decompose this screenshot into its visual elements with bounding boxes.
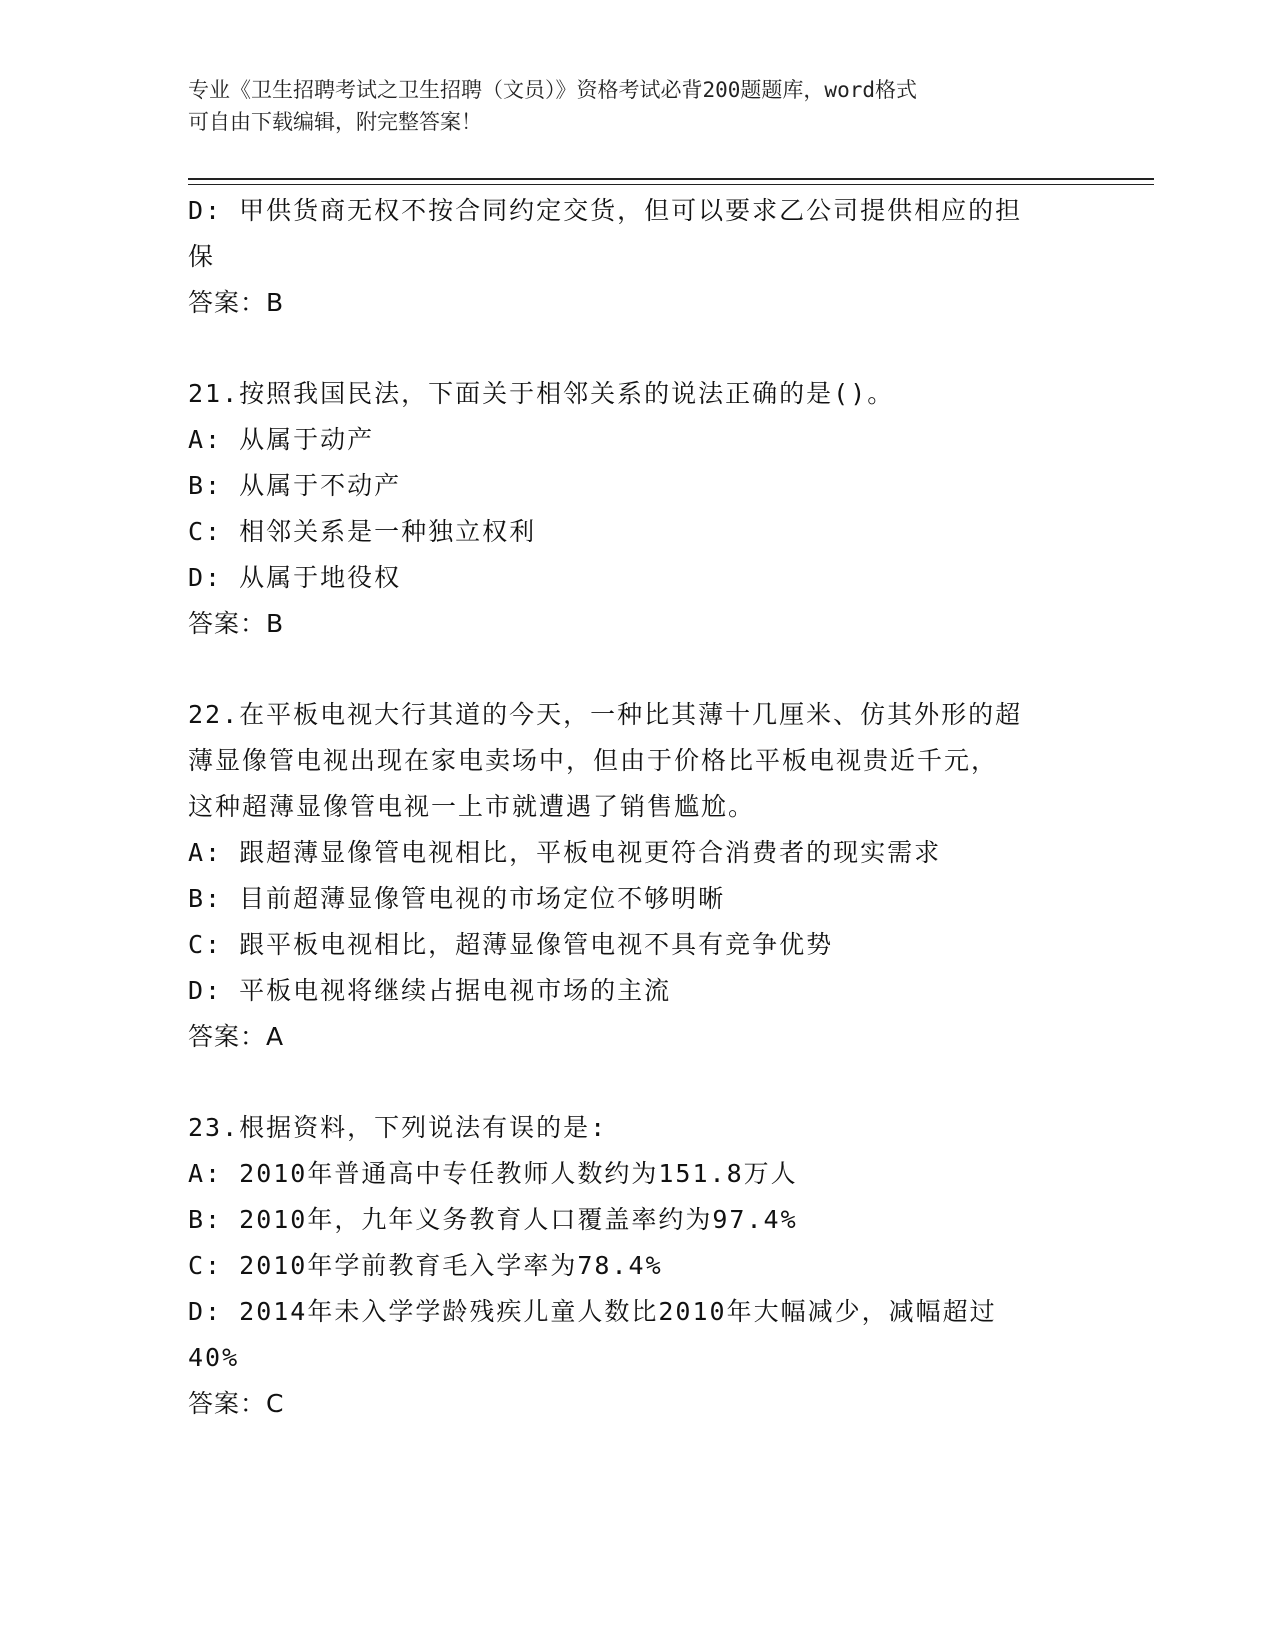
option-a: A: 从属于动产 — [188, 425, 375, 454]
header-divider-thick — [188, 178, 1154, 180]
question-text: 23.根据资料，下列说法有误的是: — [188, 1113, 608, 1142]
previous-question-tail — [188, 188, 1088, 326]
option-b: B: 2010年，九年义务教育人口覆盖率约为97.4% — [188, 1205, 798, 1234]
option-d-continued: 保 — [188, 242, 216, 271]
question-22 — [188, 692, 1088, 1060]
option-d: D: 2014年未入学学龄残疾儿童人数比2010年大幅减少，减幅超过 — [188, 1297, 997, 1326]
question-text-line-1: 22.在平板电视大行其道的今天，一种比其薄十几厘米、仿其外形的超 — [188, 700, 1023, 729]
question-text-line-3: 这种超薄显像管电视一上市就遭遇了销售尴尬。 — [188, 792, 756, 821]
document-header — [188, 74, 1068, 138]
question-21 — [188, 371, 1088, 647]
option-c: C: 相邻关系是一种独立权利 — [188, 517, 537, 546]
option-d-continued: 40% — [188, 1343, 240, 1372]
header-divider-thin — [188, 184, 1154, 185]
header-title-line-1: 专业《卫生招聘考试之卫生招聘（文员）》资格考试必背200题题库，word格式 — [188, 78, 917, 102]
spacer — [188, 326, 1088, 371]
question-text-line-2: 薄显像管电视出现在家电卖场中，但由于价格比平板电视贵近千元， — [188, 746, 999, 775]
spacer — [188, 1060, 1088, 1105]
header-title-line-2: 可自由下载编辑，附完整答案！ — [188, 110, 482, 134]
answer: 答案：C — [188, 1389, 285, 1418]
answer: 答案：B — [188, 609, 285, 638]
answer: 答案：A — [188, 1022, 285, 1051]
question-23 — [188, 1105, 1088, 1427]
answer: 答案：B — [188, 288, 285, 317]
option-d: D: 甲供货商无权不按合同约定交货，但可以要求乙公司提供相应的担 — [188, 196, 1023, 225]
option-d: D: 平板电视将继续占据电视市场的主流 — [188, 976, 672, 1005]
spacer — [188, 647, 1088, 692]
option-a: A: 跟超薄显像管电视相比，平板电视更符合消费者的现实需求 — [188, 838, 942, 867]
question-text: 21.按照我国民法，下面关于相邻关系的说法正确的是()。 — [188, 379, 895, 408]
option-a: A: 2010年普通高中专任教师人数约为151.8万人 — [188, 1159, 798, 1188]
option-c: C: 2010年学前教育毛入学率为78.4% — [188, 1251, 663, 1280]
option-d: D: 从属于地役权 — [188, 563, 402, 592]
option-b: B: 从属于不动产 — [188, 471, 402, 500]
question-content — [188, 188, 1088, 1427]
option-b: B: 目前超薄显像管电视的市场定位不够明晰 — [188, 884, 726, 913]
option-c: C: 跟平板电视相比，超薄显像管电视不具有竞争优势 — [188, 930, 834, 959]
